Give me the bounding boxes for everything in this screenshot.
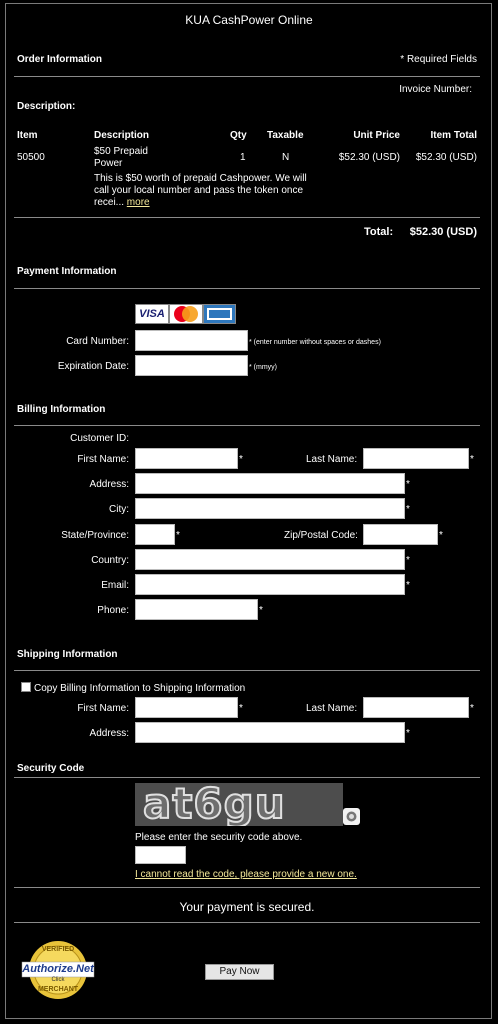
- row-desc-line1: $50 Prepaid: [94, 146, 148, 157]
- amex-logo: [203, 304, 236, 324]
- col-qty: Qty: [230, 130, 247, 141]
- billing-email-label: Email:: [101, 580, 129, 591]
- description-label: Description:: [17, 101, 76, 112]
- expiration-label: Expiration Date:: [57, 361, 129, 372]
- required-mark: *: [406, 479, 410, 490]
- billing-heading: Billing Information: [17, 404, 106, 415]
- security-code-input[interactable]: [135, 846, 186, 864]
- billing-email-input[interactable]: [135, 574, 405, 595]
- required-note: * Required Fields: [400, 54, 477, 65]
- seal-brand-text: Authorize.Net: [22, 963, 94, 975]
- shipping-first-name-label: First Name:: [77, 703, 129, 714]
- billing-state-input[interactable]: [135, 524, 175, 545]
- amex-icon: [204, 305, 235, 323]
- billing-city-label: City:: [109, 504, 129, 515]
- divider: [14, 922, 480, 923]
- divider: [14, 217, 480, 218]
- required-mark: *: [470, 703, 474, 714]
- billing-first-name-label: First Name:: [77, 454, 129, 465]
- required-mark: *: [406, 728, 410, 739]
- expiration-hint: * (mmyy): [249, 364, 277, 371]
- page-title: KUA CashPower Online: [185, 13, 313, 27]
- divider: [14, 76, 480, 77]
- required-mark: *: [470, 454, 474, 465]
- row-qty: 1: [240, 152, 246, 163]
- card-number-label: Card Number:: [66, 336, 129, 347]
- seal-click-text: Click: [51, 977, 65, 983]
- divider: [14, 670, 480, 671]
- col-item-total: Item Total: [430, 130, 477, 141]
- col-unit-price: Unit Price: [353, 130, 400, 141]
- row-item-total: $52.30 (USD): [415, 152, 477, 163]
- shipping-address-label: Address:: [89, 728, 129, 739]
- more-link[interactable]: more: [126, 197, 150, 208]
- order-heading: Order Information: [17, 54, 103, 65]
- billing-zip-input[interactable]: [363, 524, 438, 545]
- billing-last-name-input[interactable]: [363, 448, 469, 469]
- required-mark: *: [239, 454, 243, 465]
- required-mark: *: [239, 703, 243, 714]
- total-value: $52.30 (USD): [409, 226, 477, 238]
- billing-phone-input[interactable]: [135, 599, 258, 620]
- secured-text: Your payment is secured.: [179, 900, 315, 914]
- divider: [14, 777, 480, 778]
- customer-id-label: Customer ID:: [70, 433, 129, 444]
- col-description: Description: [94, 130, 150, 141]
- col-item: Item: [17, 130, 38, 141]
- divider: [14, 288, 480, 289]
- captcha-image: [135, 783, 343, 826]
- card-number-input[interactable]: [135, 330, 248, 351]
- authorize-net-seal[interactable]: [20, 940, 96, 1000]
- required-mark: *: [439, 530, 443, 541]
- long-description-3: [94, 197, 150, 208]
- shipping-heading: Shipping Information: [17, 649, 118, 660]
- required-mark: *: [406, 580, 410, 591]
- billing-last-name-label: Last Name:: [306, 454, 358, 465]
- payment-heading: Payment Information: [17, 266, 117, 277]
- new-code-link[interactable]: I cannot read the code, please provide a new one.: [135, 869, 357, 880]
- billing-state-label: State/Province:: [61, 530, 129, 541]
- required-mark: *: [259, 605, 263, 616]
- divider: [14, 887, 480, 888]
- seal-top-text: VERIFIED: [41, 946, 75, 953]
- shipping-last-name-input[interactable]: [363, 697, 469, 718]
- divider: [14, 425, 480, 426]
- billing-address-input[interactable]: [135, 473, 405, 494]
- required-mark: *: [176, 530, 180, 541]
- billing-first-name-input[interactable]: [135, 448, 238, 469]
- card-number-hint: * (enter number without spaces or dashes): [249, 339, 381, 346]
- col-taxable: Taxable: [267, 130, 304, 141]
- billing-city-input[interactable]: [135, 498, 405, 519]
- copy-billing-label: Copy Billing Information to Shipping Information: [34, 683, 246, 694]
- mastercard-icon: [170, 305, 202, 323]
- row-unit-price: $52.30 (USD): [338, 152, 400, 163]
- billing-phone-label: Phone:: [97, 605, 129, 616]
- row-taxable: N: [282, 152, 290, 163]
- long-description-text: recei...: [94, 197, 125, 208]
- long-description-1: This is $50 worth of prepaid Cashpower. We will: [94, 173, 307, 184]
- shipping-last-name-label: Last Name:: [306, 703, 358, 714]
- security-instruction: Please enter the security code above.: [135, 832, 303, 843]
- billing-address-label: Address:: [89, 479, 129, 490]
- row-item: 50500: [17, 152, 45, 163]
- seal-bottom-text: MERCHANT: [37, 986, 79, 993]
- invoice-label: Invoice Number:: [399, 84, 472, 95]
- row-desc-line2: Power: [94, 158, 123, 169]
- copy-billing-checkbox[interactable]: [21, 682, 31, 692]
- billing-zip-label: Zip/Postal Code:: [284, 530, 358, 541]
- speaker-icon: [343, 808, 360, 825]
- captcha-text: at6gu: [143, 783, 286, 826]
- security-heading: Security Code: [17, 763, 85, 774]
- refresh-captcha-button[interactable]: [343, 808, 360, 825]
- required-mark: *: [406, 504, 410, 515]
- billing-country-label: Country:: [91, 555, 129, 566]
- pay-now-button[interactable]: Pay Now: [205, 964, 274, 980]
- expiration-input[interactable]: [135, 355, 248, 376]
- visa-logo: VISA: [135, 304, 169, 324]
- mastercard-logo: [169, 304, 203, 324]
- billing-country-input[interactable]: [135, 549, 405, 570]
- total-label: Total:: [364, 226, 394, 238]
- shipping-first-name-input[interactable]: [135, 697, 238, 718]
- shipping-address-input[interactable]: [135, 722, 405, 743]
- required-mark: *: [406, 555, 410, 566]
- long-description-2: call your local number and pass the token once: [94, 185, 304, 196]
